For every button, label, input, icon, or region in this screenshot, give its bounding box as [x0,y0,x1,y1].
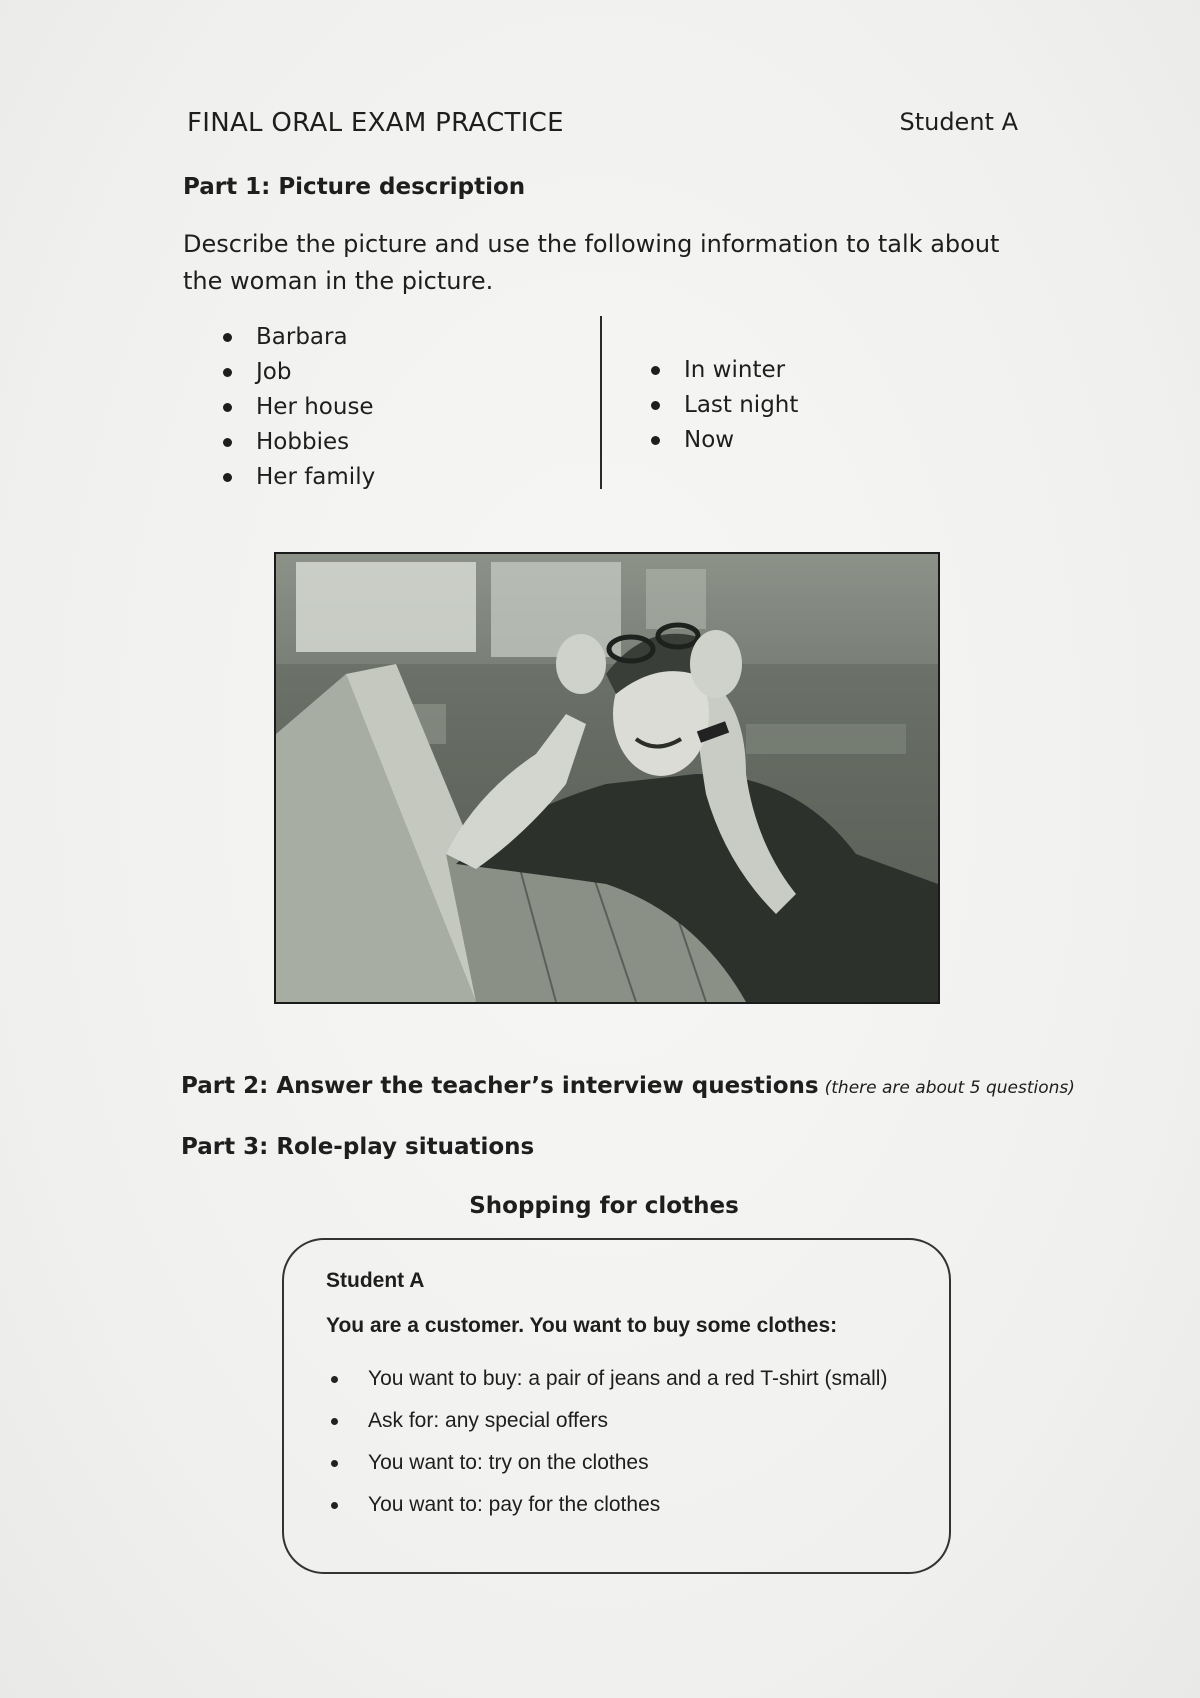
info-list-right [648,353,798,458]
part2-note: (there are about 5 questions) [824,1078,1075,1098]
bullet-icon [651,401,660,410]
list-item: Her family [220,460,375,495]
student-label: Student A [899,108,1018,136]
bullet-icon [223,438,232,447]
list-item: Job [220,355,375,390]
list-item: Hobbies [220,425,375,460]
page-title: FINAL ORAL EXAM PRACTICE [187,108,564,138]
list-item: You want to buy: a pair of jeans and a red T-shirt (small) [328,1358,887,1400]
list-item: Her house [220,390,375,425]
bullet-icon [331,1502,338,1509]
part2-heading: Part 2: Answer the teacher’s interview questions (there are about 5 questions) [181,1073,1075,1099]
column-divider [600,316,602,489]
card-student-label: Student A [326,1269,425,1292]
list-item: Now [648,423,798,458]
bullet-icon [223,333,232,342]
card-task-list [328,1358,887,1526]
list-item: Last night [648,388,798,423]
bullet-icon [223,473,232,482]
bullet-icon [223,403,232,412]
list-item: In winter [648,353,798,388]
card-intro: You are a customer. You want to buy some clothes: [326,1314,838,1337]
bullet-icon [331,1460,338,1467]
list-item: Ask for: any special offers [328,1400,887,1442]
bullet-icon [651,366,660,375]
bullet-icon [331,1376,338,1383]
list-item: You want to: pay for the clothes [328,1484,887,1526]
part1-instruction: Describe the picture and use the following information to talk about the woman in the picture. [183,230,1000,295]
info-list-left [220,320,375,495]
bullet-icon [331,1418,338,1425]
part3-heading: Part 3: Role-play situations [181,1134,535,1160]
part1-heading: Part 1: Picture description [183,174,526,200]
bullet-icon [223,368,232,377]
roleplay-card [282,1238,951,1574]
list-item: Barbara [220,320,375,355]
list-item: You want to: try on the clothes [328,1442,887,1484]
swimmer-photo [274,552,940,1004]
roleplay-title: Shopping for clothes [469,1193,739,1219]
bullet-icon [651,436,660,445]
